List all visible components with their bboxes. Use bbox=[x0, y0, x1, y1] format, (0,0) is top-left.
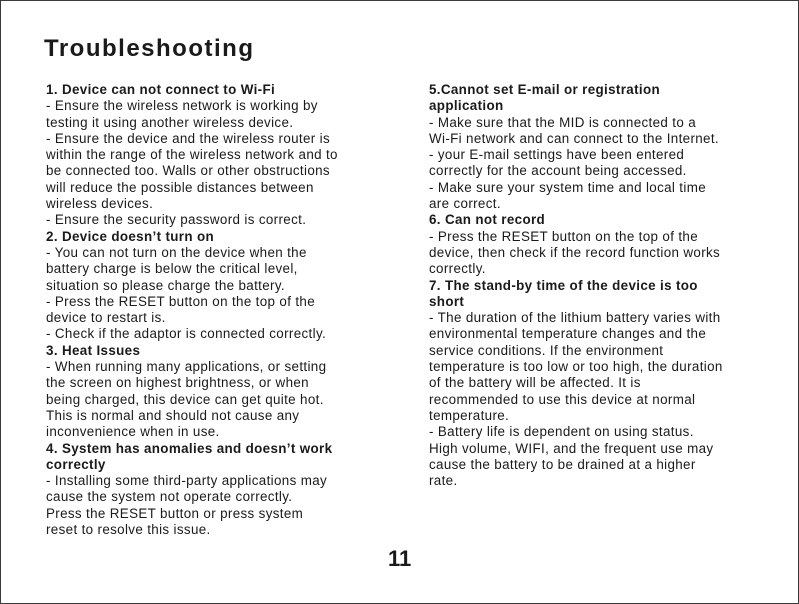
section-3-line: This is normal and should not cause any bbox=[46, 407, 300, 423]
section-1-line: will reduce the possible distances between bbox=[46, 179, 314, 195]
section-5-heading-cont: application bbox=[429, 98, 504, 114]
section-1-heading: 1. Device can not connect to Wi-Fi bbox=[46, 82, 276, 97]
section-4-line: Press the RESET button or press system bbox=[46, 505, 304, 521]
section-1-line: - Ensure the device and the wireless router is bbox=[46, 130, 331, 146]
section-6-line: correctly. bbox=[429, 261, 486, 277]
section-4-line: reset to resolve this issue. bbox=[46, 522, 211, 538]
section-2-line: - You can not turn on the device when the bbox=[46, 244, 307, 260]
section-3-heading: 3. Heat Issues bbox=[46, 342, 141, 358]
section-3-line: - When running many applications, or setting bbox=[46, 359, 327, 375]
section-1-line: - Ensure the wireless network is working by bbox=[46, 98, 318, 114]
left-column bbox=[46, 82, 382, 538]
section-6-line: - Press the RESET button on the top of the bbox=[429, 228, 699, 244]
section-1-line: wireless devices. bbox=[46, 196, 154, 212]
section-7-line: temperature. bbox=[429, 407, 510, 423]
section-5-heading: 5.Cannot set E-mail or registration bbox=[429, 82, 661, 97]
section-7-line: rate. bbox=[429, 473, 458, 489]
section-7-line: service conditions. If the environment bbox=[429, 342, 664, 358]
section-3-line: inconvenience when in use. bbox=[46, 424, 220, 440]
section-7-heading-cont: short bbox=[429, 293, 465, 309]
section-7-line: temperature is too low or too high, the duration bbox=[429, 359, 723, 375]
section-7-line: of the battery will be affected. It is bbox=[429, 375, 641, 391]
section-7-line: environmental temperature changes and the bbox=[429, 326, 707, 342]
right-column bbox=[429, 82, 765, 489]
section-5-line: - Make sure your system time and local time bbox=[429, 179, 706, 195]
section-4-line: cause the system not operate correctly. bbox=[46, 489, 293, 505]
section-2-line: - Press the RESET button on the top of the bbox=[46, 293, 316, 309]
section-1-line: be connected too. Walls or other obstructions bbox=[46, 163, 330, 179]
section-7-line: High volume, WIFI, and the frequent use may bbox=[429, 440, 714, 456]
section-6-line: device, then check if the record function works bbox=[429, 244, 721, 260]
section-5-line: - Make sure that the MID is connected to a bbox=[429, 114, 697, 130]
section-5-line: are correct. bbox=[429, 196, 501, 212]
section-3-line: being charged, this device can get quite hot. bbox=[46, 391, 324, 407]
section-2-heading: 2. Device doesn’t turn on bbox=[46, 228, 215, 244]
section-5-line: Wi-Fi network and can connect to the Internet. bbox=[429, 130, 719, 146]
section-2-line: situation so please charge the battery. bbox=[46, 277, 285, 293]
section-2-line: - Check if the adaptor is connected correctly. bbox=[46, 326, 327, 342]
section-4-line: - Installing some third-party applications may bbox=[46, 473, 328, 489]
page-title: Troubleshooting bbox=[44, 35, 255, 62]
section-6-heading: 6. Can not record bbox=[429, 212, 546, 228]
section-2-line: device to restart is. bbox=[46, 310, 166, 326]
section-2-line: battery charge is below the critical level, bbox=[46, 261, 298, 277]
section-4-heading: 4. System has anomalies and doesn’t work bbox=[46, 440, 333, 456]
section-5-line: correctly for the account being accessed. bbox=[429, 163, 687, 179]
section-7-line: - The duration of the lithium battery varies with bbox=[429, 310, 721, 326]
section-3-line: the screen on highest brightness, or when bbox=[46, 375, 309, 391]
section-5-line: - your E-mail settings have been entered bbox=[429, 147, 685, 163]
section-7-line: - Battery life is dependent on using status. bbox=[429, 424, 694, 440]
section-7-line: cause the battery to be drained at a higher bbox=[429, 456, 696, 472]
section-4-heading-cont: correctly bbox=[46, 456, 106, 472]
section-1-line: - Ensure the security password is correct. bbox=[46, 212, 307, 228]
page-number: 11 bbox=[388, 546, 412, 571]
section-7-heading: 7. The stand-by time of the device is too bbox=[429, 277, 698, 293]
section-1-line: within the range of the wireless network and to bbox=[46, 147, 338, 163]
section-7-line: recommended to use this device at normal bbox=[429, 391, 696, 407]
section-1-line: testing it using another wireless device. bbox=[46, 114, 294, 130]
